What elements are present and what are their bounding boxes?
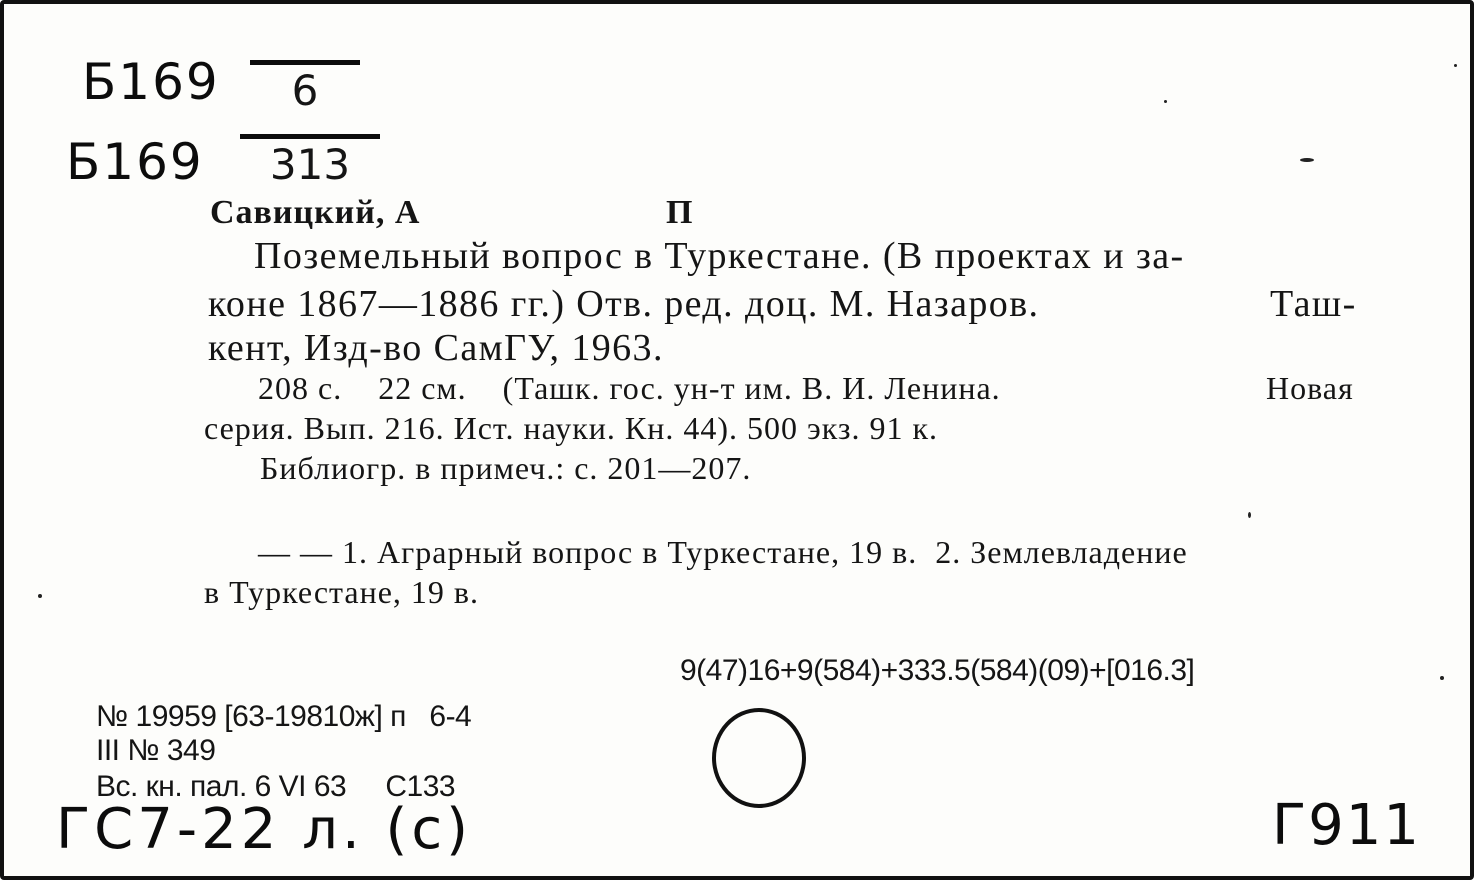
classification-code: 9(47)16+9(584)+333.5(584)(09)+[016.3]: [680, 654, 1195, 687]
handwritten-inventory-note: ГС7-22 л. (с): [56, 797, 473, 862]
fraction-denominator: 313: [269, 140, 351, 189]
scan-speck: [1300, 158, 1314, 162]
title-line-1: Поземельный вопрос в Туркестане. (В проектах и за-: [254, 235, 1185, 277]
call-number-1: Б169: [82, 53, 220, 111]
call-number-2-fraction: [240, 134, 380, 187]
description-line-2: серия. Вып. 216. Ист. науки. Кн. 44). 500 экз. 91 к.: [204, 410, 939, 446]
scan-speck: [1454, 64, 1457, 67]
handwritten-mark: Г911: [1272, 793, 1422, 858]
subject-line-2: в Туркестане, 19 в.: [204, 574, 480, 610]
description-line-1-tail: Новая: [1266, 370, 1354, 406]
author-initial: П: [666, 194, 694, 231]
registry-line-1: № 19959 [63-19810ж] п 6-4: [96, 700, 472, 733]
title-line-2-tail: Таш-: [1270, 283, 1357, 325]
subject-line-1: — — 1. Аграрный вопрос в Туркестане, 19 в. 2. Землевладение: [258, 534, 1188, 570]
description-line-1: 208 с. 22 см. (Ташк. гос. ун-т им. В. И. Ленина.: [258, 370, 1001, 406]
call-number-1-fraction: [250, 60, 360, 113]
scan-speck: [1164, 100, 1167, 103]
title-line-3: кент, Изд-во СамГУ, 1963.: [208, 327, 664, 369]
fraction-denominator: 6: [291, 66, 319, 115]
fraction-line: [240, 134, 380, 139]
call-number-2: Б169: [66, 133, 204, 191]
title-line-2: коне 1867—1886 гг.) Отв. ред. доц. М. Назаров.: [208, 283, 1040, 325]
registry-line-2: III № 349: [96, 734, 216, 767]
scan-speck: [1248, 512, 1251, 518]
fraction-line: [250, 60, 360, 65]
scan-speck: [38, 594, 42, 598]
scan-speck: [1440, 676, 1444, 680]
registry-line-3: Вс. кн. пал. 6 VI 63 С133: [96, 770, 456, 803]
stamp-circle: [712, 708, 806, 808]
bibliography-note: Библиогр. в примеч.: с. 201—207.: [260, 450, 752, 486]
author-name: Савицкий, А: [210, 194, 421, 231]
